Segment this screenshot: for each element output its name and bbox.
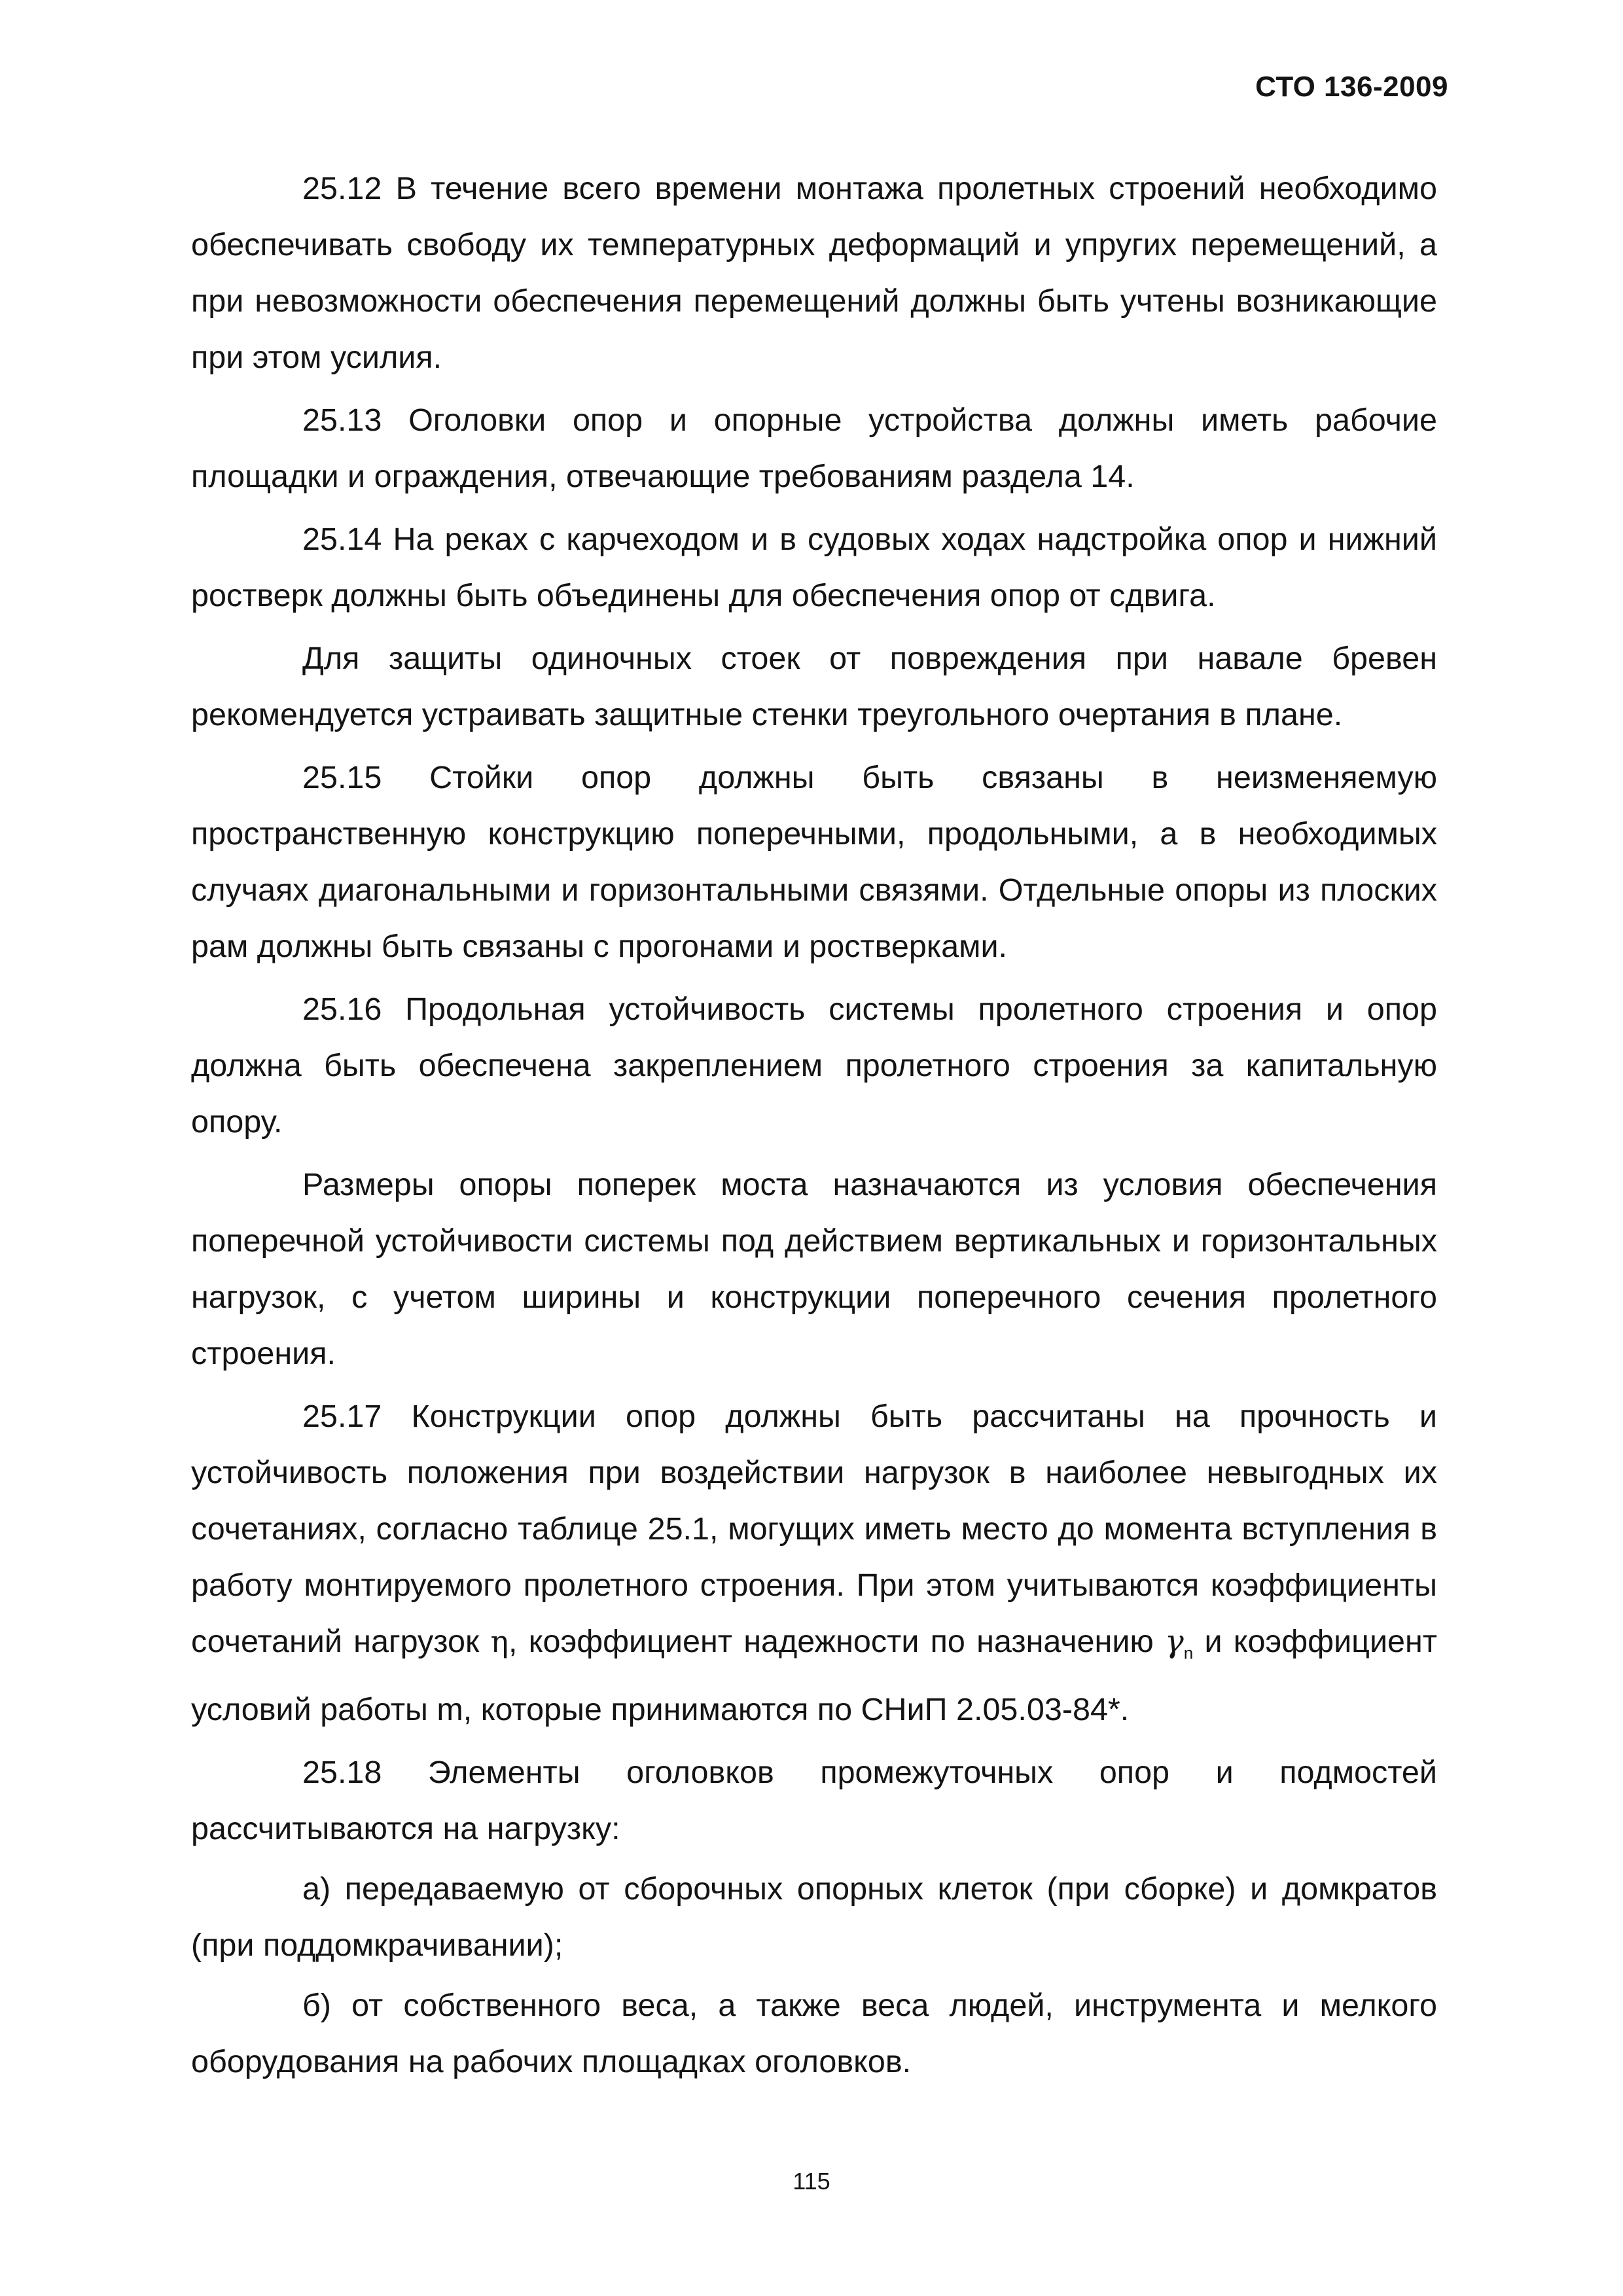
eta-symbol: η (490, 1624, 509, 1659)
paragraph-25-17 (191, 1388, 1437, 1738)
paragraph-25-16: 25.16 Продольная устойчивость системы пролетного строения и опор должна быть обеспечена закреплением пролетного строения за капитальную опору. (191, 992, 1437, 1139)
gamma-letter: γ (1165, 1623, 1184, 1660)
document-code: СТО 136-2009 (1255, 71, 1448, 103)
paragraph-25-14: 25.14 На реках с карчеходом и в судовых ходах надстройка опор и нижний ростверк должны быть объединены для обеспечения опор от сдвига. (191, 522, 1437, 613)
paragraph-25-13: 25.13 Оголовки опор и опорные устройства должны иметь рабочие площадки и ограждения, отвечающие требованиям раздела 14. (191, 403, 1437, 494)
paragraph-25-15: 25.15 Стойки опор должны быть связаны в неизменяемую пространственную конструкцию поперечными, продольными, а в необходимых случаях диагональными и горизонтальными связями. Отдельные опоры из плоских рам должны быть связаны с прогонами и ростверками. (191, 760, 1437, 964)
paragraph-protection-note: Для защиты одиночных стоек от повреждения при навале бревен рекомендуется устраивать защитные стенки треугольного очертания в плане. (191, 641, 1437, 732)
list-item-a: а) передаваемую от сборочных опорных клеток (при сборке) и домкратов (при поддомкрачивании); (191, 1871, 1437, 1963)
paragraph-25-12: 25.12 В течение всего времени монтажа пролетных строений необходимо обеспечивать свободу их температурных деформаций и упругих перемещений, а при невозможности обеспечения перемещений должны быть учтены возникающие при этом усилия. (191, 171, 1437, 375)
list-item-b: б) от собственного веса, а также веса людей, инструмента и мелкого оборудования на рабочих площадках оголовков. (191, 1987, 1437, 2079)
paragraph-25-17-part1: 25.17 Конструкции опор должны быть рассчитаны на прочность и устойчивость положения при воздействии нагрузок в наиболее невыгодных их сочетаниях, согласно таблице 25.1, могущих иметь место до момента вступления в работу монтируемого пролетного строения. При этом учитываются коэффициенты сочетаний нагрузок (191, 1399, 1437, 1659)
paragraph-support-dimensions: Размеры опоры поперек моста назначаются из условия обеспечения поперечной устойчивости системы под действием вертикальных и горизонтальных нагрузок, с учетом ширины и конструкции поперечного сечения пролетного строения. (191, 1167, 1437, 1371)
document-body (191, 160, 1437, 2094)
paragraph-25-17-part3: и коэффициент условий работы m, которые принимаются по СНиП 2.05.03-84*. (191, 1624, 1438, 1727)
page-number: 115 (793, 2168, 830, 2195)
gamma-n-symbol (1165, 1623, 1194, 1663)
paragraph-25-17-part2: , коэффициент надежности по назначению (508, 1624, 1154, 1659)
paragraph-25-18: 25.18 Элементы оголовков промежуточных опор и подмостей рассчитываются на нагрузку: (191, 1754, 1437, 1846)
gamma-subscript: n (1183, 1643, 1194, 1663)
